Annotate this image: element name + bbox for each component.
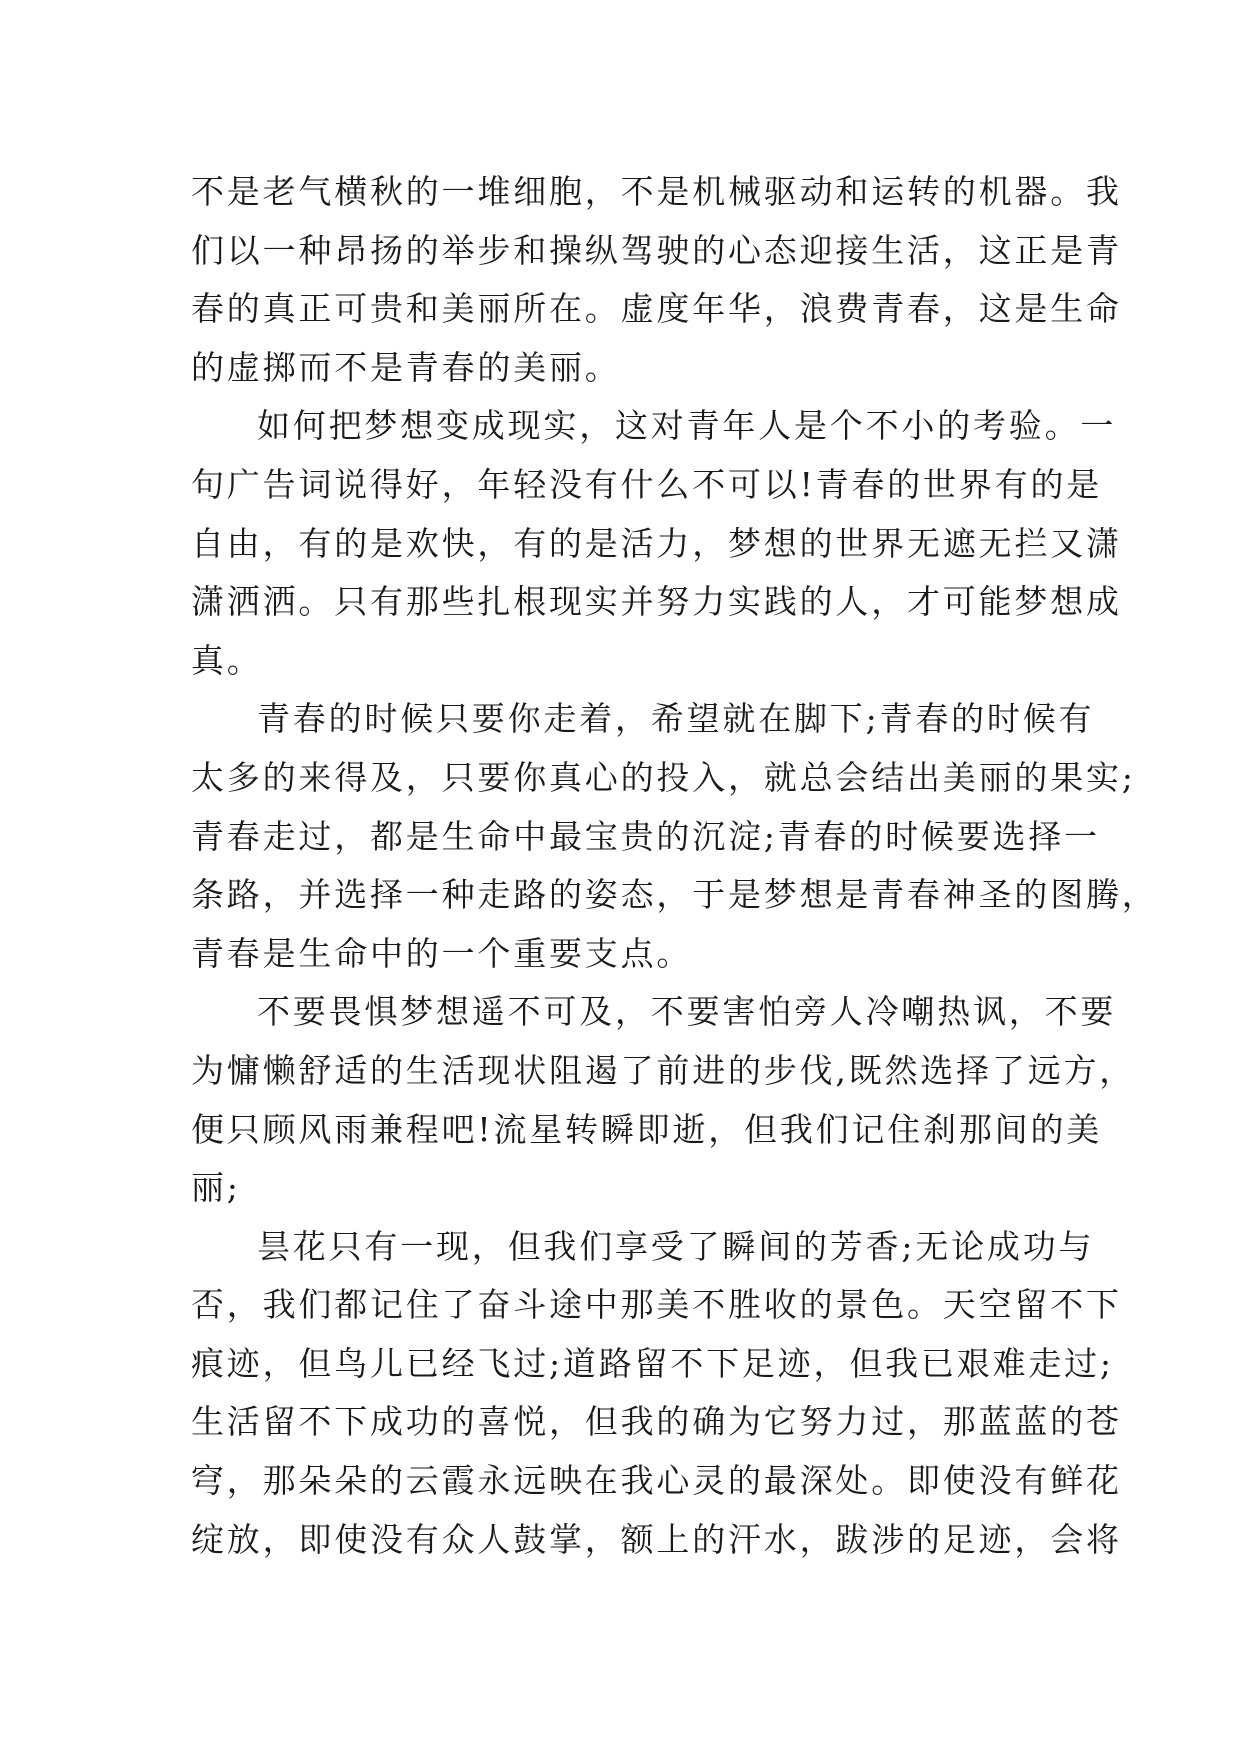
text-line: 丽; <box>191 1168 241 1208</box>
text-line: 不是老气横秋的一堆细胞，不是机械驱动和运转的机器。我 <box>191 172 1122 211</box>
paragraph-first-line: 昙花只有一现，但我们享受了瞬间的芳香;无论成功与 <box>257 1226 1095 1266</box>
body-text <box>191 163 1158 1569</box>
paragraph-first-line: 不要畏惧梦想遥不可及，不要害怕旁人冷嘲热讽，不要 <box>257 992 1117 1032</box>
text-line: 绽放，即使没有众人鼓掌，额上的汗水，跋涉的足迹，会将 <box>191 1519 1122 1559</box>
text-line: 便只顾风雨兼程吧!流星转瞬即逝，但我们记住刹那间的美 <box>191 1109 1103 1149</box>
text-line: 太多的来得及，只要你真心的投入，就总会结出美丽的果实; <box>191 757 1136 797</box>
paragraph-first-line: 青春的时候只要你走着，希望就在脚下;青春的时候有 <box>257 699 1095 739</box>
text-line: 痕迹，但鸟儿已经飞过;道路留不下足迹，但我已艰难走过; <box>191 1343 1114 1383</box>
text-line: 的虚掷而不是青春的美丽。 <box>191 347 621 387</box>
text-line: 潇洒洒。只有那些扎根现实并努力实践的人，才可能梦想成 <box>191 582 1122 622</box>
text-line: 生活留不下成功的喜悦，但我的确为它努力过，那蓝蓝的苍 <box>191 1402 1122 1442</box>
text-line: 春的真正可贵和美丽所在。虚度年华，浪费青春，这是生命 <box>191 289 1122 329</box>
text-line: 为慵懒舒适的生活现状阻遏了前进的步伐,既然选择了远方， <box>191 1050 1136 1090</box>
text-line: 自由，有的是欢快，有的是活力，梦想的世界无遮无拦又潇 <box>191 523 1122 563</box>
text-line: 真。 <box>191 640 263 680</box>
text-line: 青春走过，都是生命中最宝贵的沉淀;青春的时候要选择一 <box>191 816 1100 856</box>
text-line: 青春是生命中的一个重要支点。 <box>191 933 693 973</box>
text-line: 穹，那朵朵的云霞永远映在我心灵的最深处。即使没有鲜花 <box>191 1461 1122 1501</box>
text-line: 条路，并选择一种走路的姿态，于是梦想是青春神圣的图腾， <box>191 875 1158 915</box>
text-line: 句广告词说得好，年轻没有什么不可以!青春的世界有的是 <box>191 464 1103 504</box>
text-line: 否，我们都记住了奋斗途中那美不胜收的景色。天空留不下 <box>191 1285 1122 1325</box>
paragraph-first-line: 如何把梦想变成现实，这对青年人是个不小的考验。一 <box>257 406 1117 446</box>
text-line: 们以一种昂扬的举步和操纵驾驶的心态迎接生活，这正是青 <box>191 230 1122 270</box>
